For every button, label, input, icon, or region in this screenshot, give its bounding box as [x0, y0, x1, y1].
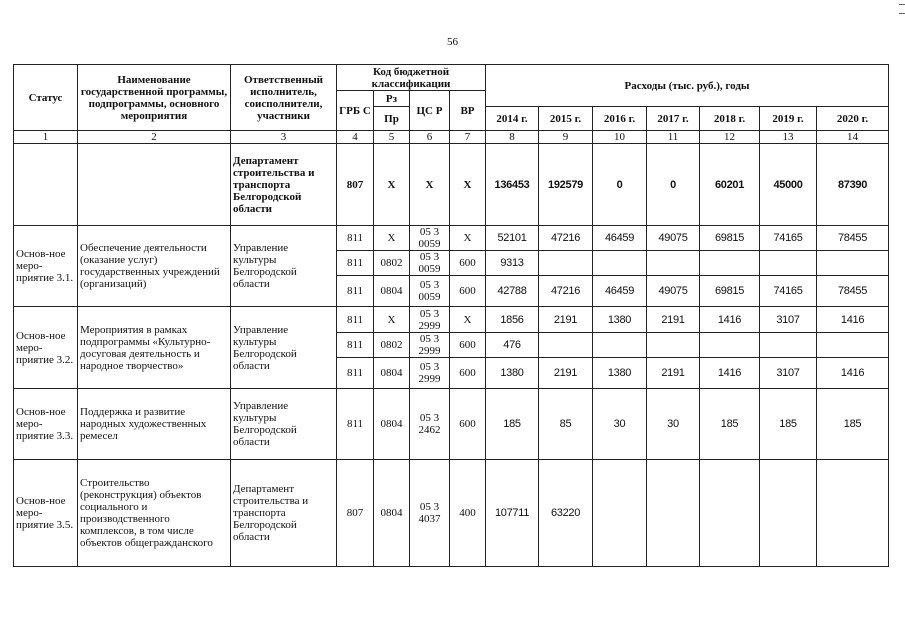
vr-cell: 600	[450, 389, 486, 460]
expense-value: 185	[486, 389, 539, 460]
expense-value	[539, 251, 593, 276]
csr-cell: 05 3 4037	[410, 460, 450, 567]
header-grbs: ГРБ С	[337, 91, 374, 131]
expense-value: 1856	[486, 307, 539, 333]
expense-value: 74165	[760, 226, 817, 251]
header-year: 2018 г.	[700, 107, 760, 131]
expense-value: 9313	[486, 251, 539, 276]
csr-cell: 05 3 2999	[410, 307, 450, 333]
column-number: 13	[760, 131, 817, 144]
header-vr: ВР	[450, 91, 486, 131]
expense-value: 1416	[817, 307, 889, 333]
column-number: 7	[450, 131, 486, 144]
grbs-cell: 811	[337, 358, 374, 389]
program-name-cell: Мероприятия в рамках подпрограммы «Культурно-досуговая деятельность и народное творчество»	[78, 307, 231, 389]
csr-cell: 05 3 0059	[410, 251, 450, 276]
column-number: 6	[410, 131, 450, 144]
header-status: Статус	[14, 65, 78, 131]
csr-cell: 05 3 0059	[410, 226, 450, 251]
expense-value	[817, 460, 889, 567]
expense-value	[817, 251, 889, 276]
header-executor: Ответственный исполнитель, соисполнители, участники	[231, 65, 337, 131]
expense-value: 2191	[539, 307, 593, 333]
executor-cell: Департамент строительства и транспорта Белгородской области	[231, 460, 337, 567]
expense-value: 78455	[817, 276, 889, 307]
header-name: Наименование государственной программы, подпрограммы, основного мероприятия	[78, 65, 231, 131]
status-cell: Основ-ное меро-приятие 3.2.	[14, 307, 78, 389]
grbs-cell: 811	[337, 276, 374, 307]
column-number: 9	[539, 131, 593, 144]
expense-value: 136453	[486, 144, 539, 226]
status-cell	[14, 144, 78, 226]
margin-mark	[899, 4, 905, 5]
expense-value	[760, 460, 817, 567]
vr-cell: 400	[450, 460, 486, 567]
csr-cell: 05 3 0059	[410, 276, 450, 307]
vr-cell: 600	[450, 333, 486, 358]
expense-value	[593, 251, 647, 276]
expense-value: 185	[760, 389, 817, 460]
column-number: 2	[78, 131, 231, 144]
name-cell	[78, 144, 231, 226]
expense-value: 42788	[486, 276, 539, 307]
column-number-row	[14, 131, 889, 144]
rzpr-cell: 0802	[374, 251, 410, 276]
expense-value: 1416	[817, 358, 889, 389]
expense-value: 30	[593, 389, 647, 460]
expense-value	[593, 460, 647, 567]
grbs-cell: 811	[337, 226, 374, 251]
csr-cell: 05 3 2462	[410, 389, 450, 460]
expense-value: 1380	[486, 358, 539, 389]
executor-cell: Управление культуры Белгородской области	[231, 389, 337, 460]
expense-value	[760, 333, 817, 358]
column-number: 8	[486, 131, 539, 144]
expense-value: 107711	[486, 460, 539, 567]
status-cell: Основ-ное меро-приятие 3.5.	[14, 460, 78, 567]
table-row	[14, 460, 889, 567]
vr-cell: 600	[450, 251, 486, 276]
executor-cell: Департамент строительства и транспорта Белгородской области	[231, 144, 337, 226]
expense-value	[700, 460, 760, 567]
expense-value	[760, 251, 817, 276]
expense-value: 0	[593, 144, 647, 226]
rzpr-cell: Х	[374, 226, 410, 251]
column-number: 14	[817, 131, 889, 144]
column-number: 10	[593, 131, 647, 144]
expense-value: 1416	[700, 307, 760, 333]
header-year: 2019 г.	[760, 107, 817, 131]
expense-value	[817, 333, 889, 358]
column-number: 5	[374, 131, 410, 144]
rzpr-cell: 0804	[374, 460, 410, 567]
expense-value: 47216	[539, 226, 593, 251]
header-row	[14, 65, 889, 91]
expense-value	[647, 460, 700, 567]
expense-value	[647, 333, 700, 358]
program-name-cell: Поддержка и развитие народных художественных ремесел	[78, 389, 231, 460]
expense-value: 47216	[539, 276, 593, 307]
vr-cell: Х	[450, 226, 486, 251]
column-number: 4	[337, 131, 374, 144]
column-number: 11	[647, 131, 700, 144]
department-row	[14, 144, 889, 226]
csr-cell: Х	[410, 144, 450, 226]
vr-cell: Х	[450, 307, 486, 333]
expense-value: 78455	[817, 226, 889, 251]
column-number: 3	[231, 131, 337, 144]
expense-value: 192579	[539, 144, 593, 226]
vr-cell: 600	[450, 276, 486, 307]
expense-value: 52101	[486, 226, 539, 251]
header-year: 2017 г.	[647, 107, 700, 131]
header-expenses: Расходы (тыс. руб.), годы	[486, 65, 889, 107]
rzpr-cell: 0804	[374, 389, 410, 460]
header-csr: ЦС Р	[410, 91, 450, 131]
grbs-cell: 811	[337, 389, 374, 460]
header-year: 2020 г.	[817, 107, 889, 131]
expense-value: 49075	[647, 226, 700, 251]
grbs-cell: 807	[337, 144, 374, 226]
executor-cell: Управление культуры Белгородской области	[231, 226, 337, 307]
expense-value: 2191	[539, 358, 593, 389]
header-year: 2016 г.	[593, 107, 647, 131]
expense-value: 30	[647, 389, 700, 460]
vr-cell: Х	[450, 144, 486, 226]
rzpr-cell: Х	[374, 144, 410, 226]
expense-value: 3107	[760, 358, 817, 389]
executor-cell: Управление культуры Белгородской области	[231, 307, 337, 389]
vr-cell: 600	[450, 358, 486, 389]
grbs-cell: 807	[337, 460, 374, 567]
expense-value: 185	[817, 389, 889, 460]
expense-value: 69815	[700, 276, 760, 307]
table-row	[14, 307, 889, 333]
csr-cell: 05 3 2999	[410, 358, 450, 389]
expense-value: 1380	[593, 358, 647, 389]
column-number: 12	[700, 131, 760, 144]
expense-value	[539, 333, 593, 358]
expense-value: 2191	[647, 307, 700, 333]
expense-value: 74165	[760, 276, 817, 307]
expense-value: 1380	[593, 307, 647, 333]
header-pr: Пр	[374, 107, 410, 131]
page-number: 56	[447, 36, 458, 48]
budget-table	[13, 64, 889, 567]
expense-value: 476	[486, 333, 539, 358]
grbs-cell: 811	[337, 333, 374, 358]
expense-value: 46459	[593, 226, 647, 251]
margin-mark	[899, 13, 905, 14]
header-budget-code: Код бюджетной классификации	[337, 65, 486, 91]
expense-value: 0	[647, 144, 700, 226]
expense-value: 85	[539, 389, 593, 460]
program-name-cell: Обеспечение деятельности (оказание услуг) государственных учреждений (организаций)	[78, 226, 231, 307]
expense-value: 45000	[760, 144, 817, 226]
csr-cell: 05 3 2999	[410, 333, 450, 358]
rzpr-cell: Х	[374, 307, 410, 333]
expense-value: 46459	[593, 276, 647, 307]
grbs-cell: 811	[337, 251, 374, 276]
header-year: 2015 г.	[539, 107, 593, 131]
table-row	[14, 226, 889, 251]
status-cell: Основ-ное меро-приятие 3.1.	[14, 226, 78, 307]
table-row	[14, 389, 889, 460]
expense-value: 185	[700, 389, 760, 460]
program-name-cell: Строительство (реконструкция) объектов социального и производственного комплексов, в том числе объектов общегражданского	[78, 460, 231, 567]
rzpr-cell: 0802	[374, 333, 410, 358]
status-cell: Основ-ное меро-приятие 3.3.	[14, 389, 78, 460]
expense-value: 63220	[539, 460, 593, 567]
expense-value: 49075	[647, 276, 700, 307]
expense-value	[647, 251, 700, 276]
grbs-cell: 811	[337, 307, 374, 333]
header-year: 2014 г.	[486, 107, 539, 131]
expense-value: 3107	[760, 307, 817, 333]
rzpr-cell: 0804	[374, 358, 410, 389]
expense-value	[700, 333, 760, 358]
expense-value: 69815	[700, 226, 760, 251]
expense-value	[700, 251, 760, 276]
header-rz: Рз	[374, 91, 410, 107]
rzpr-cell: 0804	[374, 276, 410, 307]
expense-value: 87390	[817, 144, 889, 226]
expense-value: 1416	[700, 358, 760, 389]
column-number: 1	[14, 131, 78, 144]
expense-value	[593, 333, 647, 358]
expense-value: 60201	[700, 144, 760, 226]
expense-value: 2191	[647, 358, 700, 389]
